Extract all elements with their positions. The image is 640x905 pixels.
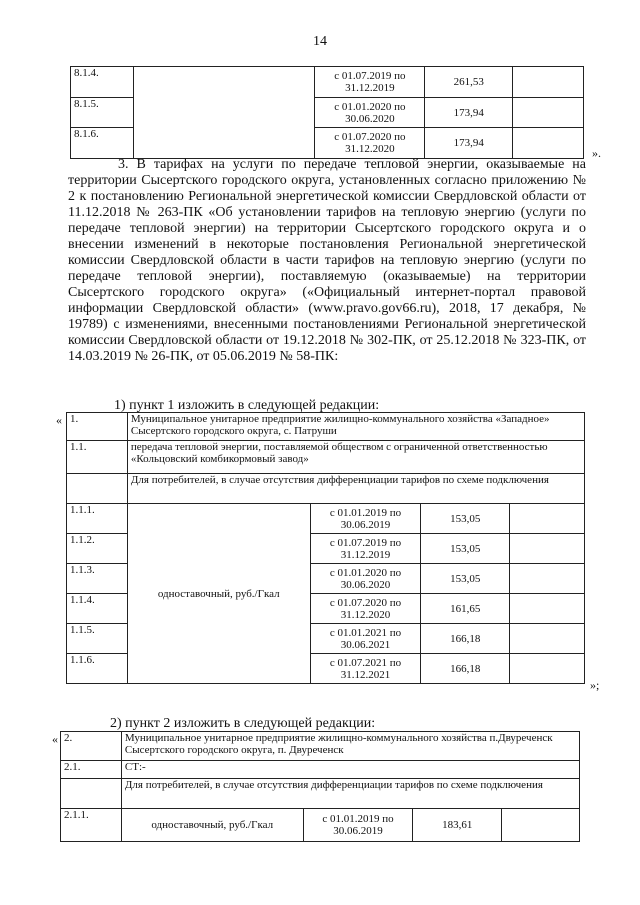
empty-cell (513, 67, 584, 98)
empty-cell (61, 779, 122, 809)
empty-cell (510, 624, 585, 654)
row-number: 8.1.6. (71, 128, 134, 159)
table-row (61, 779, 580, 809)
value-cell: 166,18 (421, 624, 510, 654)
empty-cell (510, 534, 585, 564)
service-cell: СТ:- (121, 761, 579, 779)
value-cell: 261,53 (425, 67, 513, 98)
consumers-cell: Для потребителей, в случае отсутствия дифференциации тарифов по схеме подключения (127, 474, 584, 504)
value-cell: 183,61 (413, 809, 502, 842)
table-1 (66, 412, 585, 684)
service-cell: передача тепловой энергии, поставляемой обществом с ограниченной ответственностью «Кольцовский комбикормовый завод» (127, 441, 584, 474)
period-cell: с 01.07.2019 по 31.12.2019 (310, 534, 421, 564)
close-quote-mark: »; (590, 678, 600, 692)
period-cell: с 01.07.2019 по 31.12.2019 (315, 67, 425, 98)
org-name-cell: Муниципальное унитарное предприятие жилищно-коммунального хозяйства п.Двуреченск Сысертского городского округа, п. Двуреченск (121, 732, 579, 761)
rate-label-cell: одноставочный, руб./Гкал (127, 504, 310, 684)
period-cell: с 01.01.2019 по 30.06.2019 (303, 809, 413, 842)
table-row (67, 441, 585, 474)
value-cell: 153,05 (421, 504, 510, 534)
row-number: 2. (61, 732, 122, 761)
value-cell: 153,05 (421, 534, 510, 564)
open-quote-mark: « (52, 732, 58, 746)
period-cell: с 01.01.2021 по 30.06.2021 (310, 624, 421, 654)
empty-cell (513, 128, 584, 159)
table-row (67, 474, 585, 504)
row-number: 8.1.5. (71, 98, 134, 128)
row-number: 1.1.6. (67, 654, 128, 684)
row-number: 1.1. (67, 441, 128, 474)
row-number: 1.1.2. (67, 534, 128, 564)
period-cell: с 01.01.2020 по 30.06.2020 (315, 98, 425, 128)
row-number: 1.1.5. (67, 624, 128, 654)
row-number: 8.1.4. (71, 67, 134, 98)
empty-cell (510, 654, 585, 684)
row-number: 1. (67, 413, 128, 441)
empty-cell (510, 564, 585, 594)
paragraph-3: 3. В тарифах на услуги по передаче тепловой энергии, оказываемые на территории Сысертского городского округа, установленных согласно приложению № 2 к постановлению Региональной энергетической комиссии Свердловской области от 11.12.2018 № 263-ПК «Об установлении тарифов на тепловую энергию (услуги по передаче тепловой энергии) на территории Сысертского городского округа и о внесении изменений в некоторые постановления Региональной энергетической комиссии Свердловской области в части тарифов на тепловую энергию (услуги по передаче тепловой энергии), поставляемую (оказываемые) на территории Сысертского городского округа» («Официальный интернет-портал правовой информации Свердловской области» (www.pravo.gov66.ru), 2018, 17 декабря, № 19789) с изменениями, внесенными постановлениями Региональной энергетической комиссии Свердловской области от 19.12.2018 № 302-ПК, от 25.12.2018 № 323-ПК, от 14.03.2019 № 26-ПК, от 05.06.2019 № 58-ПК: (68, 157, 586, 364)
row-number: 1.1.3. (67, 564, 128, 594)
org-name-cell: Муниципальное унитарное предприятие жилищно-коммунального хозяйства «Западное» Сысертского городского округа, с. Патруши (127, 413, 584, 441)
empty-cell (502, 809, 580, 842)
page-number: 14 (313, 34, 327, 49)
item2-heading: 2) пункт 2 изложить в следующей редакции: (110, 716, 376, 731)
empty-cell (510, 504, 585, 534)
empty-cell (133, 67, 315, 159)
close-quote-mark: ». (592, 146, 601, 160)
table-2 (60, 731, 580, 842)
value-cell: 153,05 (421, 564, 510, 594)
row-number: 1.1.1. (67, 504, 128, 534)
value-cell: 173,94 (425, 98, 513, 128)
row-number: 1.1.4. (67, 594, 128, 624)
table-row (61, 761, 580, 779)
table-row (67, 413, 585, 441)
table-row (71, 67, 584, 98)
table-row (61, 732, 580, 761)
period-cell: с 01.01.2020 по 30.06.2020 (310, 564, 421, 594)
row-number: 2.1. (61, 761, 122, 779)
period-cell: с 01.07.2020 по 31.12.2020 (310, 594, 421, 624)
open-quote-mark: « (56, 413, 62, 427)
rate-label-cell: одноставочный, руб./Гкал (121, 809, 303, 842)
row-number: 2.1.1. (61, 809, 122, 842)
item1-heading: 1) пункт 1 изложить в следующей редакции: (114, 398, 380, 413)
empty-cell (510, 594, 585, 624)
period-cell: с 01.07.2020 по 31.12.2020 (315, 128, 425, 159)
period-cell: с 01.01.2019 по 30.06.2019 (310, 504, 421, 534)
value-cell: 173,94 (425, 128, 513, 159)
table-row (67, 504, 585, 534)
consumers-cell: Для потребителей, в случае отсутствия дифференциации тарифов по схеме подключения (121, 779, 579, 809)
value-cell: 161,65 (421, 594, 510, 624)
value-cell: 166,18 (421, 654, 510, 684)
empty-cell (513, 98, 584, 128)
table-top (70, 66, 584, 159)
empty-cell (67, 474, 128, 504)
period-cell: с 01.07.2021 по 31.12.2021 (310, 654, 421, 684)
table-row (61, 809, 580, 842)
